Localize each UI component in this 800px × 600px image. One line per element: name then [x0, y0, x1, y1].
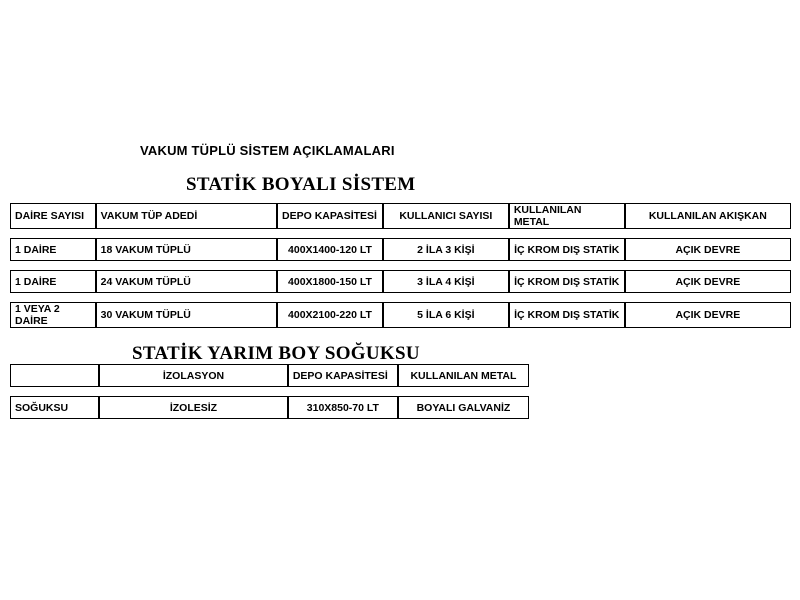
cell-kullanilan-akiskan: AÇIK DEVRE	[625, 270, 791, 293]
cell-kullanilan-metal: İÇ KROM DIŞ STATİK	[509, 238, 625, 261]
cell-daire-sayisi: 1 DAİRE	[10, 238, 96, 261]
cell-daire-sayisi: 1 VEYA 2 DAİRE	[10, 302, 96, 328]
table-row	[10, 270, 791, 293]
column-header: VAKUM TÜP ADEDİ	[96, 203, 277, 229]
table-cold-water-system	[10, 364, 529, 419]
cell-tup-adedi: 30 VAKUM TÜPLÜ	[96, 302, 277, 328]
cell-daire-sayisi: 1 DAİRE	[10, 270, 96, 293]
column-header: KULLANICI SAYISI	[383, 203, 509, 229]
table-vacuum-system	[10, 203, 791, 328]
table-row	[10, 238, 791, 261]
column-header: KULLANILAN METAL	[509, 203, 625, 229]
cell-izolasyon: İZOLESİZ	[99, 396, 288, 419]
table-spacer-row	[10, 293, 791, 302]
cell-kullanici-sayisi: 2 İLA 3 KİŞİ	[383, 238, 509, 261]
section-heading-cold-water: STATİK YARIM BOY SOĞUKSU	[132, 343, 420, 364]
column-header: KULLANILAN AKIŞKAN	[625, 203, 791, 229]
cell-kullanici-sayisi: 5 İLA 6 KİŞİ	[383, 302, 509, 328]
cell-depo-kapasitesi: 400X1800-150 LT	[277, 270, 383, 293]
column-header: KULLANILAN METAL	[398, 364, 529, 387]
cell-depo-kapasitesi: 310X850-70 LT	[288, 396, 398, 419]
column-header-blank	[10, 364, 99, 387]
column-header: DAİRE SAYISI	[10, 203, 96, 229]
column-header: İZOLASYON	[99, 364, 288, 387]
cell-product: SOĞUKSU	[10, 396, 99, 419]
cell-kullanilan-metal: İÇ KROM DIŞ STATİK	[509, 302, 625, 328]
cell-kullanilan-akiskan: AÇIK DEVRE	[625, 302, 791, 328]
column-header: DEPO KAPASİTESİ	[277, 203, 383, 229]
page-title: VAKUM TÜPLÜ SİSTEM AÇIKLAMALARI	[140, 143, 395, 158]
cell-kullanilan-akiskan: AÇIK DEVRE	[625, 238, 791, 261]
table-spacer-row	[10, 261, 791, 270]
table-spacer-row	[10, 229, 791, 238]
cell-depo-kapasitesi: 400X1400-120 LT	[277, 238, 383, 261]
column-header: DEPO KAPASİTESİ	[288, 364, 398, 387]
cell-kullanilan-metal: BOYALI GALVANİZ	[398, 396, 529, 419]
cell-tup-adedi: 18 VAKUM TÜPLÜ	[96, 238, 277, 261]
table-header-row	[10, 364, 529, 387]
cell-kullanici-sayisi: 3 İLA 4 KİŞİ	[383, 270, 509, 293]
table-spacer-row	[10, 387, 529, 396]
cell-tup-adedi: 24 VAKUM TÜPLÜ	[96, 270, 277, 293]
cell-depo-kapasitesi: 400X2100-220 LT	[277, 302, 383, 328]
cell-kullanilan-metal: İÇ KROM DIŞ STATİK	[509, 270, 625, 293]
section-heading-vacuum: STATİK BOYALI SİSTEM	[186, 174, 416, 195]
table-row	[10, 302, 791, 328]
table-row	[10, 396, 529, 419]
table-header-row	[10, 203, 791, 229]
